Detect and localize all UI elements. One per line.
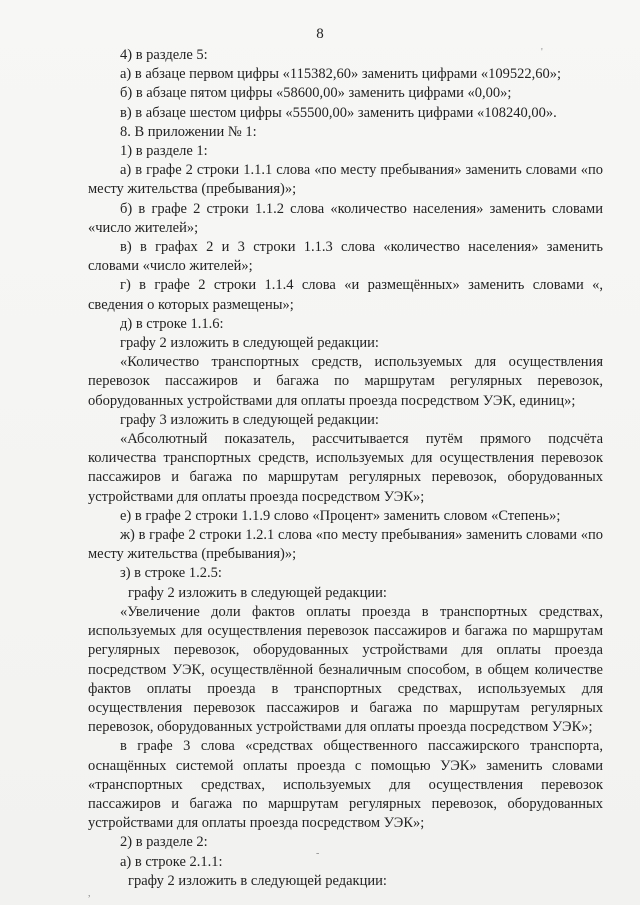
paragraph: д) в строке 1.1.6: (120, 315, 224, 332)
paragraph: в) в абзаце шестом цифры «55500,00» заменить цифрами «108240,00». (120, 104, 557, 121)
paragraph: графу 2 изложить в следующей редакции: (120, 335, 379, 352)
paragraph: б) в абзаце пятом цифры «58600,00» заменить цифрами «0,00»; (120, 85, 512, 102)
paragraph: е) в графе 2 строки 1.1.9 слово «Процент» заменить словом «Степень»; (120, 507, 561, 524)
paragraph: «Абсолютный показатель, рассчитывается путём прямого подсчёта количества транспортных средств, используемых для осуществления перевозок пассажиров и багажа по маршрутам регулярных перевозок, оборудованных устройствами для оплаты проезда посредством УЭК»; (88, 431, 603, 505)
paragraph: «Увеличение доли фактов оплаты проезда в транспортных средствах, используемых для осуществления перевозок пассажиров и багажа по маршрутам регулярных перевозок, оборудованных устройствами для оплаты проезда посредством УЭК, осуществлённой безналичным способом, в общем количестве фактов оплаты проезда в транспортных средствах, используемых для осуществления перевозок пассажиров и багажа по маршрутам регулярных перевозок, оборудованных устройствами для оплаты проезда посредством УЭК»; (88, 603, 603, 736)
paragraph: а) в абзаце первом цифры «115382,60» заменить цифрами «109522,60»; (120, 66, 562, 83)
scan-speck: - (316, 848, 320, 859)
scan-speck: ' (541, 47, 543, 58)
paragraph: графу 2 изложить в следующей редакции: (128, 872, 387, 889)
paragraph: ж) в графе 2 строки 1.2.1 слова «по месту пребывания» заменить словами «по месту жительства (пребывания)»; (88, 527, 603, 563)
paragraph: графу 3 изложить в следующей редакции: (120, 411, 379, 428)
paragraph: в графе 3 слова «средствах общественного пассажирского транспорта, оснащённых системой оплаты проезда с помощью УЭК» заменить словами «транспортных средствах, используемых для осуществления перевозок пассажиров и багажа по маршрутам регулярных перевозок, оборудованных устройствами для оплаты проезда посредством УЭК»; (88, 738, 603, 832)
paragraph: а) в графе 2 строки 1.1.1 слова «по месту пребывания» заменить словами «по месту жительства (пребывания)»; (88, 162, 603, 198)
paragraph: «Количество транспортных средств, используемых для осуществления перевозок пассажиров и багажа по маршрутам регулярных перевозок, оборудованных устройствами для оплаты проезда посредством УЭК, единиц»; (88, 354, 603, 409)
paragraph: графу 2 изложить в следующей редакции: (128, 584, 387, 601)
paragraph: г) в графе 2 строки 1.1.4 слова «и размещённых» заменить словами «, сведения о которых размещены»; (88, 277, 603, 313)
paragraph: з) в строке 1.2.5: (120, 565, 222, 582)
paragraph: в) в графах 2 и 3 строки 1.1.3 слова «количество населения» заменить словами «число жителей»; (88, 239, 603, 275)
paragraph: 2) в разделе 2: (120, 834, 208, 851)
scan-speck: , (88, 888, 91, 899)
paragraph: 8. В приложении № 1: (120, 123, 257, 140)
paragraph: 4) в разделе 5: (120, 47, 208, 63)
page-number: 8 (316, 26, 324, 42)
paragraph: а) в строке 2.1.1: (120, 853, 223, 870)
paragraph: б) в графе 2 строки 1.1.2 слова «количество населения» заменить словами «число жителей»; (88, 200, 603, 236)
paragraph: 1) в разделе 1: (120, 143, 208, 160)
document-body (88, 46, 603, 891)
